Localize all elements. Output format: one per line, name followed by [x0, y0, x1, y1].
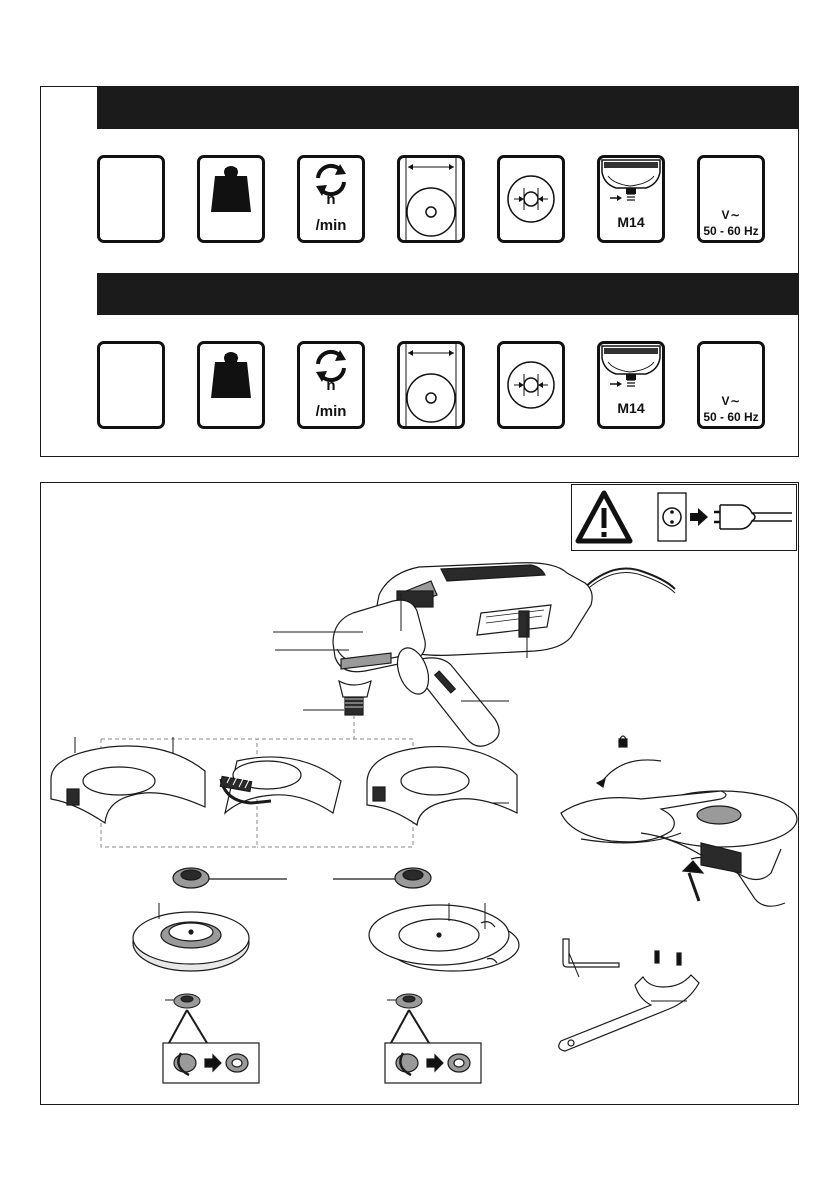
- speed-unit-n: n: [326, 191, 336, 208]
- weight-icon: [197, 341, 265, 429]
- blank-spec-icon: [97, 155, 165, 243]
- voltage-label: V∼: [721, 208, 741, 222]
- spec-row-2: [97, 341, 777, 431]
- speed-unit-min: /min: [315, 403, 347, 420]
- rotation-speed-icon: [297, 341, 365, 429]
- rotation-speed-icon: [297, 155, 365, 243]
- clamping-nut-left: [165, 994, 200, 1008]
- inner-flange-right: [333, 868, 431, 888]
- blank-spec-icon: [97, 341, 165, 429]
- guard-closed: [367, 747, 517, 825]
- frequency-label: 50 - 60 Hz: [703, 224, 759, 238]
- specifications-panel: [40, 86, 799, 457]
- cutting-disc: [369, 903, 519, 971]
- inner-flange-left: [173, 868, 287, 888]
- guard-open: [51, 746, 205, 823]
- clamping-nut-right: [387, 994, 422, 1008]
- spindle-thread-icon: [597, 155, 665, 243]
- spec-header-bar-1: [97, 87, 798, 129]
- speed-unit-n: n: [326, 377, 336, 394]
- thread-size-label: M14: [617, 214, 645, 230]
- voltage-icon: [697, 155, 765, 243]
- nut-orientation-inset-right: [385, 1010, 481, 1083]
- hex-key: [563, 939, 619, 977]
- disc-diameter-icon: [397, 155, 465, 243]
- spec-row-1: [97, 155, 777, 245]
- guard-clamp: [220, 757, 341, 813]
- grinding-disc: [133, 903, 249, 971]
- bore-diameter-icon: [497, 341, 565, 429]
- spindle-lock-handle: [561, 736, 797, 906]
- bore-diameter-icon: [497, 155, 565, 243]
- voltage-label: V∼: [721, 394, 741, 408]
- frequency-label: 50 - 60 Hz: [703, 410, 759, 424]
- disc-diameter-icon: [397, 341, 465, 429]
- spec-header-bar-2: [97, 273, 798, 315]
- spindle-thread-icon: [597, 341, 665, 429]
- nut-orientation-inset-left: [163, 1010, 259, 1083]
- thread-size-label: M14: [617, 400, 645, 416]
- angle-grinder: [333, 563, 675, 746]
- speed-unit-min: /min: [315, 217, 347, 234]
- weight-icon: [197, 155, 265, 243]
- exploded-view-illustration: [41, 483, 798, 1104]
- voltage-icon: [697, 341, 765, 429]
- overview-panel: [40, 482, 799, 1105]
